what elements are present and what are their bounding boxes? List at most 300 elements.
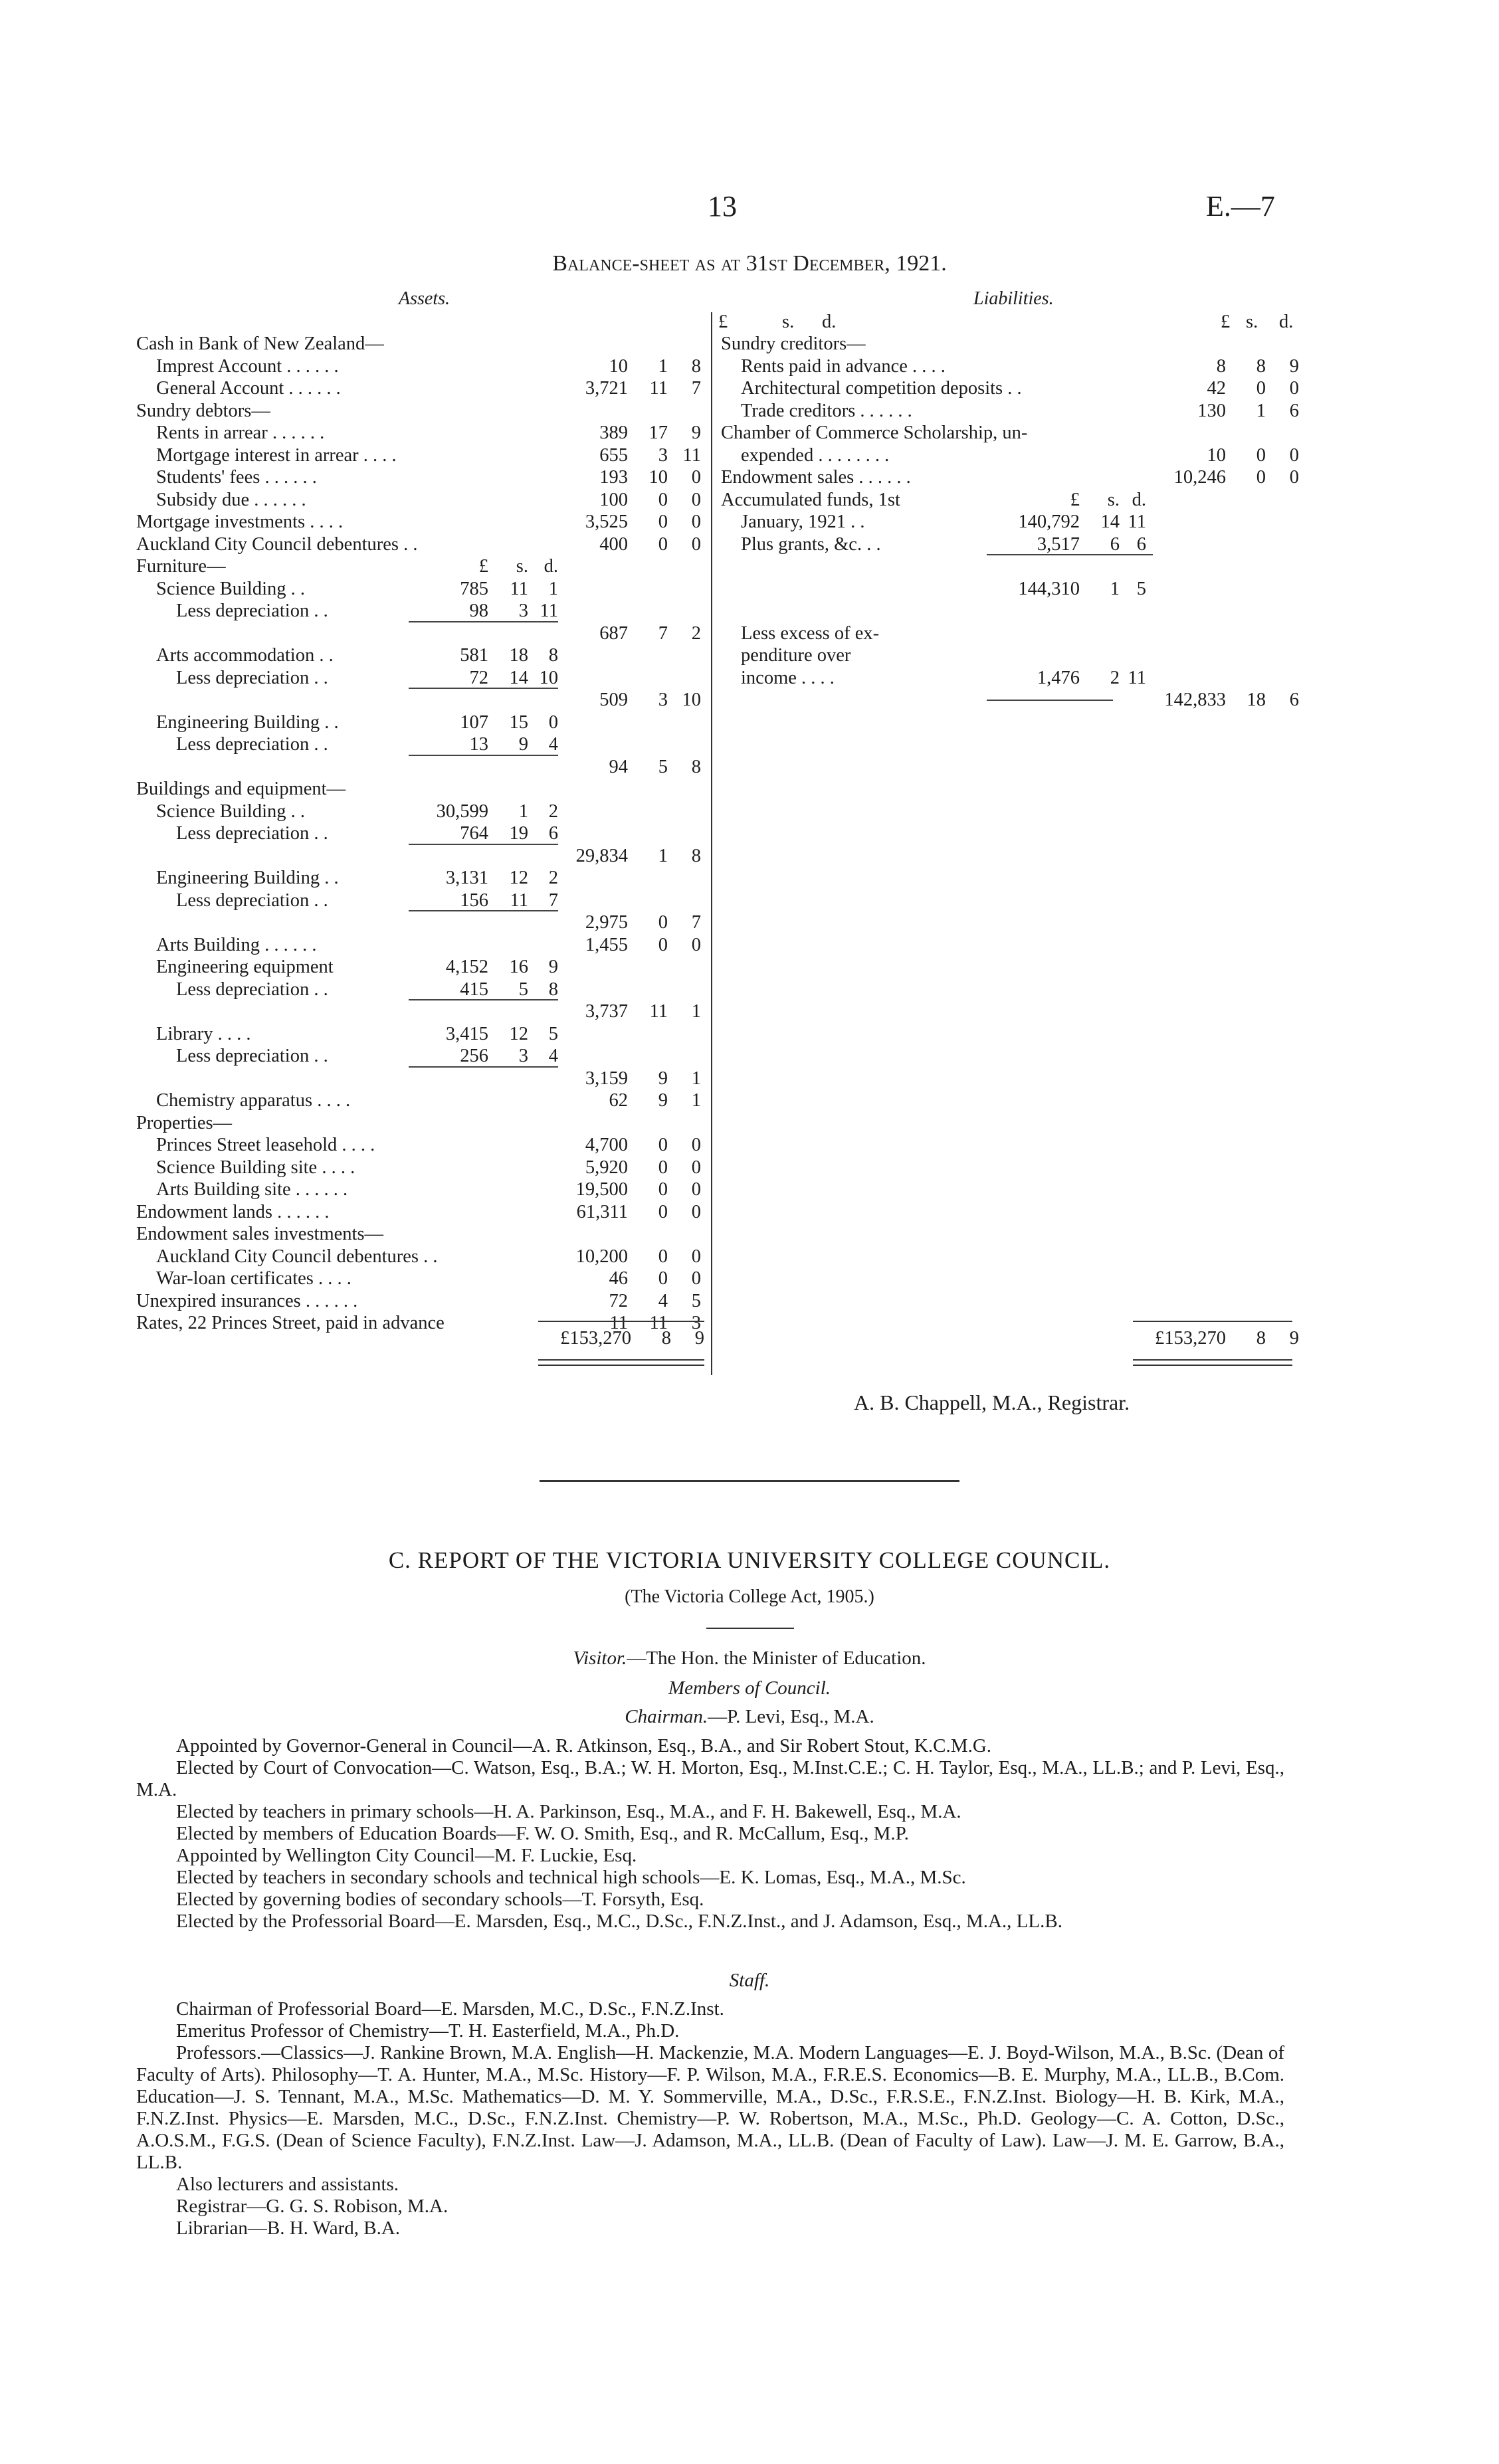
liability-label: penditure over [741, 645, 851, 666]
shillings: 3 [658, 444, 668, 466]
pounds: 10 [609, 355, 628, 377]
liability-label: Sundry creditors— [721, 333, 866, 354]
asset-label: War-loan certificates . . . . [156, 1268, 351, 1289]
pence: 0 [1289, 467, 1299, 488]
liability-row [721, 422, 1312, 444]
subtotal-rule [409, 1066, 558, 1068]
asset-row [136, 355, 704, 378]
inner-shillings: 1 [1110, 578, 1120, 599]
inner-pence: 2 [548, 868, 558, 888]
shillings: 0 [658, 1201, 668, 1222]
asset-label: Properties— [136, 1112, 233, 1133]
asset-row [136, 622, 704, 645]
assets-currency-header [136, 311, 837, 333]
asset-row [136, 578, 704, 601]
pence-header: d. [822, 312, 837, 332]
asset-label: Less depreciation . . [176, 667, 328, 688]
section-c-short-rule [706, 1628, 794, 1629]
pence: 8 [691, 845, 701, 866]
pence: 8 [691, 756, 701, 777]
liability-label: Trade creditors . . . . . . [741, 400, 912, 421]
inner-pounds: 3,415 [445, 1023, 488, 1044]
section-c-subtitle: (The Victoria College Act, 1905.) [625, 1586, 874, 1607]
pence: 0 [691, 489, 701, 510]
shillings: 9 [658, 1068, 668, 1089]
pounds: 19,500 [575, 1179, 628, 1200]
inner-pounds: 1,476 [1037, 667, 1080, 688]
pence: 0 [691, 1246, 701, 1267]
shillings: 11 [649, 1001, 668, 1022]
pounds: 2,975 [585, 912, 628, 933]
liability-row [721, 333, 1312, 355]
asset-label: Subsidy due . . . . . . [156, 489, 306, 510]
asset-row [136, 778, 704, 801]
pence: 5 [691, 1290, 701, 1311]
inner-pounds: 30,599 [436, 801, 488, 822]
pounds: 46 [609, 1268, 628, 1289]
asset-row [136, 756, 704, 779]
shillings: 0 [658, 1268, 668, 1289]
liabilities-total [721, 1327, 1319, 1350]
asset-row [136, 890, 704, 912]
visitor-line [0, 1648, 1499, 1669]
pounds: 655 [599, 444, 628, 466]
pounds: 509 [599, 690, 628, 710]
asset-row [136, 956, 704, 979]
asset-row [136, 1179, 704, 1201]
asset-label: Engineering equipment [156, 957, 334, 977]
asset-label: Chemistry apparatus . . . . [156, 1090, 351, 1111]
inner-shillings: 14 [509, 667, 528, 688]
liability-label: Accumulated funds, 1st [721, 489, 900, 510]
pounds-header: £ [1221, 312, 1231, 332]
pence: 0 [691, 533, 701, 555]
liability-row [721, 511, 1312, 533]
shillings: 18 [1247, 690, 1266, 710]
inner-pounds: £ [1070, 489, 1080, 510]
asset-label: Arts accommodation . . [156, 645, 334, 666]
inner-pence: 5 [1136, 578, 1146, 599]
asset-row [136, 822, 704, 845]
inner-pence: 7 [548, 890, 558, 911]
pounds: 5,920 [585, 1157, 628, 1178]
liability-label: Plus grants, &c. . . [741, 533, 881, 555]
pence: 10 [682, 690, 701, 710]
shillings-header: s. [1246, 312, 1258, 332]
liability-row [721, 600, 1312, 622]
inner-pence: 11 [1128, 667, 1146, 688]
pence: 0 [691, 1157, 701, 1178]
asset-row [136, 711, 704, 734]
asset-row [136, 1246, 704, 1268]
inner-pounds: 156 [460, 890, 488, 911]
inner-pence: 6 [548, 823, 558, 844]
shillings: 0 [658, 512, 668, 532]
inner-pounds: 107 [460, 711, 488, 733]
asset-label: Less depreciation . . [176, 1046, 328, 1066]
asset-label: Rates, 22 Princes Street, paid in advance [136, 1313, 445, 1333]
pounds: 100 [599, 489, 628, 510]
member-paragraph: Elected by teachers in secondary schools and technical high schools—E. K. Lomas, Esq., M.A., M.Sc. [176, 1867, 966, 1888]
pence: 0 [691, 1268, 701, 1289]
members-heading: Members of Council. [668, 1677, 831, 1699]
liabilities-total-pounds: £153,270 [1155, 1328, 1226, 1349]
shillings: 0 [658, 533, 668, 555]
assets-total [0, 1327, 711, 1350]
liability-label: Rents paid in advance . . . . [741, 355, 946, 377]
balance-sheet-title: Balance-sheet as at 31st December, 1921. [552, 251, 947, 276]
asset-label: Furniture— [136, 556, 226, 577]
inner-pounds: £ [478, 556, 488, 577]
pounds: 4,700 [585, 1135, 628, 1155]
asset-row [136, 511, 704, 533]
liabilities-total-shillings: 8 [1256, 1328, 1266, 1349]
asset-label: Endowment lands . . . . . . [136, 1201, 330, 1222]
pounds: 62 [609, 1090, 628, 1111]
pence: 0 [1289, 378, 1299, 399]
pence: 6 [1289, 400, 1299, 421]
liability-row [721, 555, 1312, 578]
shillings: 0 [658, 1246, 668, 1267]
asset-row [136, 1157, 704, 1179]
liability-row [721, 466, 1312, 489]
asset-row [136, 422, 704, 444]
pence: 1 [691, 1068, 701, 1089]
asset-row [136, 1223, 704, 1246]
inner-shillings: 9 [518, 734, 528, 755]
liability-row [721, 578, 1312, 601]
asset-row [136, 911, 704, 934]
liabilities-total-rule-bottom2 [1133, 1365, 1292, 1366]
liability-label: January, 1921 . . [741, 512, 865, 532]
asset-row [136, 733, 704, 756]
asset-label: Less depreciation . . [176, 734, 328, 755]
asset-row [136, 867, 704, 890]
pence: 7 [691, 912, 701, 933]
asset-row [136, 667, 704, 690]
pounds: 61,311 [576, 1201, 628, 1222]
shillings: 0 [1256, 444, 1266, 466]
shillings: 1 [1256, 400, 1266, 421]
member-paragraph: Elected by teachers in primary schools—H. A. Parkinson, Esq., M.A., and F. H. Bakewell, Esq., M.A. [176, 1801, 961, 1822]
asset-row [136, 644, 704, 667]
assets-total-pence: 9 [694, 1328, 704, 1349]
member-paragraph: Appointed by Wellington City Council—M. F. Luckie, Esq. [176, 1845, 637, 1866]
inner-pence: 5 [548, 1023, 558, 1044]
pence: 0 [691, 1179, 701, 1200]
asset-label: Mortgage interest in arrear . . . . [156, 444, 397, 466]
member-paragraph: Appointed by Governor-General in Council—A. R. Atkinson, Esq., B.A., and Sir Robert Stout, K.C.M.G. [176, 1735, 992, 1756]
liability-label: Chamber of Commerce Scholarship, un- [721, 423, 1028, 443]
subtotal-rule [987, 554, 1153, 555]
shillings: 11 [649, 378, 668, 399]
pounds-header: £ [718, 312, 728, 332]
pounds: 142,833 [1164, 690, 1226, 710]
inner-pence: 4 [548, 734, 558, 755]
shillings: 9 [658, 1090, 668, 1111]
inner-pounds: 785 [460, 578, 488, 599]
inner-pence: 10 [539, 667, 558, 688]
inner-pence: 4 [548, 1046, 558, 1066]
asset-label: Science Building . . [156, 801, 306, 822]
liability-label: Architectural competition deposits . . [741, 378, 1022, 399]
inner-pounds: 3,131 [445, 868, 488, 888]
staff-paragraph: Also lecturers and assistants. [176, 2174, 399, 2195]
liability-label: Endowment sales . . . . . . [721, 467, 911, 488]
inner-shillings: 16 [509, 957, 528, 977]
asset-label: Arts Building site . . . . . . [156, 1179, 348, 1200]
staff-paragraph: Librarian—B. H. Ward, B.A. [176, 2218, 401, 2239]
inner-pence: 1 [548, 578, 558, 599]
liabilities-heading: Liabilities. [973, 288, 1054, 309]
asset-label: Less depreciation . . [176, 890, 328, 911]
inner-pounds: 144,310 [1018, 578, 1080, 599]
asset-row [136, 1201, 704, 1224]
assets-total-rule-bottom2 [538, 1365, 704, 1366]
asset-row [136, 1045, 704, 1068]
pence: 2 [691, 622, 701, 644]
inner-pounds: 72 [469, 667, 488, 688]
inner-pence: d. [1132, 489, 1146, 510]
asset-row [136, 400, 704, 423]
asset-row [136, 333, 704, 355]
member-paragraph: Elected by governing bodies of secondary schools—T. Forsyth, Esq. [176, 1889, 704, 1910]
asset-label: Engineering Building . . [156, 711, 339, 733]
shillings: 3 [658, 690, 668, 710]
visitor-text: —The Hon. the Minister of Education. [627, 1648, 926, 1669]
inner-shillings: s. [1107, 489, 1120, 510]
inner-shillings: 2 [1110, 667, 1120, 688]
pence: 0 [691, 512, 701, 532]
staff-paragraph: Registrar—G. G. S. Robison, M.A. [176, 2196, 449, 2217]
asset-row [136, 1000, 704, 1023]
inner-pence: 9 [548, 957, 558, 977]
shillings: 10 [649, 467, 668, 488]
section-c-title: C. REPORT OF THE VICTORIA UNIVERSITY COLLEGE COUNCIL. [388, 1547, 1111, 1573]
liabilities-currency-header [721, 311, 1319, 333]
asset-row [136, 1068, 704, 1090]
inner-shillings: 5 [518, 979, 528, 1000]
asset-row [136, 1090, 704, 1112]
asset-label: Cash in Bank of New Zealand— [136, 333, 384, 354]
asset-label: Arts Building . . . . . . [156, 934, 317, 955]
asset-row [136, 489, 704, 512]
asset-row [136, 1023, 704, 1046]
liability-label: income . . . . [741, 667, 835, 688]
pence: 8 [691, 355, 701, 377]
pounds: 389 [599, 423, 628, 443]
subtotal-rule [409, 688, 558, 689]
asset-label: Less depreciation . . [176, 601, 328, 621]
asset-label: Princes Street leasehold . . . . [156, 1135, 375, 1155]
inner-pounds: 3,517 [1037, 533, 1080, 555]
staff-paragraph: Emeritus Professor of Chemistry—T. H. Easterfield, M.A., Ph.D. [176, 2020, 680, 2041]
inner-pounds: 98 [469, 601, 488, 621]
inner-shillings: 12 [509, 1023, 528, 1044]
visitor-label: Visitor. [573, 1648, 627, 1669]
asset-row [136, 689, 704, 711]
inner-shillings: 1 [518, 801, 528, 822]
subtotal-rule [409, 844, 558, 845]
chairman-label: Chairman. [625, 1706, 708, 1727]
inner-pounds: 581 [460, 645, 488, 666]
asset-label: General Account . . . . . . [156, 378, 341, 399]
pence: 1 [691, 1090, 701, 1111]
page-number: 13 [708, 190, 737, 223]
pence: 0 [691, 1201, 701, 1222]
subtotal-rule [409, 621, 558, 622]
inner-pounds: 13 [469, 734, 488, 755]
staff-paragraph: Chairman of Professorial Board—E. Marsden, M.C., D.Sc., F.N.Z.Inst. [176, 1998, 724, 2020]
liability-label: expended . . . . . . . . [741, 444, 890, 466]
liability-row [721, 377, 1312, 400]
shillings: 0 [658, 1157, 668, 1178]
inner-shillings: 18 [509, 645, 528, 666]
pounds: 130 [1197, 400, 1226, 421]
section-separator [540, 1480, 959, 1482]
asset-label: Students' fees . . . . . . [156, 467, 317, 488]
inner-pounds: 140,792 [1018, 512, 1080, 532]
member-paragraph: Elected by members of Education Boards—F. W. O. Smith, Esq., and R. McCallum, Esq., M.P. [176, 1823, 909, 1844]
inner-pence: d. [544, 556, 558, 577]
liabilities-total-rule-bottom [1133, 1359, 1292, 1361]
liability-row [721, 667, 1312, 690]
inner-shillings: s. [516, 556, 528, 577]
pounds: 29,834 [575, 845, 628, 866]
inner-pence: 11 [540, 601, 558, 621]
pence: 0 [1289, 444, 1299, 466]
shillings: 1 [658, 845, 668, 866]
subtotal-rule [409, 910, 558, 911]
members-list [136, 1735, 1284, 1933]
staff-heading: Staff. [729, 1970, 770, 1991]
pounds: 687 [599, 622, 628, 644]
liability-row [721, 444, 1312, 467]
asset-label: Buildings and equipment— [136, 779, 346, 799]
asset-label: Sundry debtors— [136, 400, 270, 421]
assets-total-shillings: 8 [661, 1328, 671, 1349]
asset-row [136, 533, 704, 556]
shillings: 0 [658, 489, 668, 510]
pence: 1 [691, 1001, 701, 1022]
pounds: 10,200 [575, 1246, 628, 1267]
liability-row [721, 400, 1312, 423]
shillings: 0 [1256, 467, 1266, 488]
assets-total-pounds: £153,270 [560, 1328, 631, 1349]
inner-shillings: 11 [510, 890, 528, 911]
pounds: 42 [1207, 378, 1226, 399]
assets-total-rule-bottom [538, 1359, 704, 1361]
shillings: 5 [658, 756, 668, 777]
inner-pence: 6 [1136, 533, 1146, 555]
asset-row [136, 555, 704, 578]
shillings: 17 [649, 423, 668, 443]
pence: 0 [691, 467, 701, 488]
pounds: 72 [609, 1290, 628, 1311]
inner-pounds: 256 [460, 1046, 488, 1066]
asset-label: Science Building site . . . . [156, 1157, 355, 1178]
pence: 9 [691, 423, 701, 443]
pence: 7 [691, 378, 701, 399]
liability-label: Less excess of ex- [741, 622, 880, 644]
asset-label: Auckland City Council debentures . . [136, 533, 418, 555]
asset-label: Unexpired insurances . . . . . . [136, 1290, 358, 1311]
pence-header: d. [1279, 312, 1294, 332]
inner-pence: 11 [1128, 512, 1146, 532]
pence: 6 [1289, 690, 1299, 710]
asset-row [136, 979, 704, 1001]
inner-shillings: 14 [1100, 512, 1120, 532]
pounds: 3,737 [585, 1001, 628, 1022]
pence: 3 [691, 1313, 701, 1333]
asset-label: Imprest Account . . . . . . [156, 355, 339, 377]
liability-row [721, 533, 1312, 556]
inner-pounds: 415 [460, 979, 488, 1000]
liabilities-total-rule-top [1133, 1321, 1292, 1322]
inner-shillings: 3 [518, 601, 528, 621]
asset-row [136, 1134, 704, 1157]
asset-label: Less depreciation . . [176, 979, 328, 1000]
asset-label: Science Building . . [156, 578, 306, 599]
pence: 11 [682, 444, 701, 466]
staff-paragraph: Professors.—Classics—J. Rankine Brown, M.A. English—H. Mackenzie, M.A. Modern Languages—E. J. Boyd-Wilson, M.A., B.Sc. (Dean of Faculty of Arts). Philosophy—T. A. Hunter, M.A., M.Sc. History—F. P. Wilson, M.A., F.R.E.S. Economics—B. E. Murphy, M.A., LL.B., B.Com. Education—J. S. Tennant, M.A., M.Sc. Mathematics—D. M. Y. Sommerville, M.A., D.Sc., F.R.S.E., F.N.Z.Inst. Biology—H. B. Kirk, M.A., F.N.Z.Inst. Physics—E. Marsden, M.C., D.Sc., F.N.Z.Inst. Chemistry—P. W. Robertson, M.A., M.Sc., Ph.D. Geology—C. A. Cotton, D.Sc., A.O.S.M., F.G.S. (Dean of Science Faculty), F.N.Z.Inst. Law—J. Adamson, M.A., LL.B. (Dean of Faculty of Law). Law—J. M. E. Garrow, B.A., LL.B. [136, 2042, 1284, 2173]
pounds: 3,159 [585, 1068, 628, 1089]
inner-shillings: 19 [509, 823, 528, 844]
assets-total-rule-top [538, 1321, 704, 1322]
asset-row [136, 1290, 704, 1313]
asset-label: Mortgage investments . . . . [136, 512, 344, 532]
pounds: 11 [609, 1313, 628, 1333]
asset-row [136, 1268, 704, 1290]
asset-label: Less depreciation . . [176, 823, 328, 844]
asset-label: Library . . . . [156, 1023, 251, 1044]
shillings: 7 [658, 622, 668, 644]
pounds: 8 [1216, 355, 1226, 377]
pounds: 10 [1207, 444, 1226, 466]
shillings: 0 [658, 912, 668, 933]
member-paragraph: Elected by the Professorial Board—E. Marsden, Esq., M.C., D.Sc., F.N.Z.Inst., and J. Adamson, Esq., M.A., LL.B. [176, 1911, 1062, 1932]
chairman-line [0, 1706, 1499, 1728]
asset-row [136, 444, 704, 467]
asset-row [136, 600, 704, 622]
pounds: 10,246 [1173, 467, 1226, 488]
subtotal-rule [409, 999, 558, 1000]
member-paragraph: Elected by Court of Convocation—C. Watson, Esq., B.A.; W. H. Morton, Esq., M.Inst.C.E.; C. H. Taylor, Esq., M.A., LL.B.; and P. Levi, Esq., M.A. [136, 1757, 1284, 1800]
inner-shillings: 15 [509, 711, 528, 733]
shillings: 0 [658, 1135, 668, 1155]
inner-pence: 8 [548, 979, 558, 1000]
liability-row [721, 644, 1312, 667]
liability-row [721, 489, 1312, 512]
registrar-signature: A. B. Chappell, M.A., Registrar. [854, 1390, 1130, 1414]
asset-row [136, 801, 704, 823]
asset-row [136, 845, 704, 868]
subtotal-rule [409, 755, 558, 756]
inner-pounds: 764 [460, 823, 488, 844]
inner-pence: 8 [548, 645, 558, 666]
asset-label: Engineering Building . . [156, 868, 339, 888]
asset-row [136, 466, 704, 489]
pounds: 3,525 [585, 512, 628, 532]
asset-label: Rents in arrear . . . . . . [156, 423, 325, 443]
asset-row [136, 1112, 704, 1135]
inner-shillings: 12 [509, 868, 528, 888]
center-divider [711, 312, 712, 1375]
pence: 0 [691, 1135, 701, 1155]
inner-pounds: 4,152 [445, 957, 488, 977]
inner-shillings: 11 [510, 578, 528, 599]
liability-row [721, 355, 1312, 378]
